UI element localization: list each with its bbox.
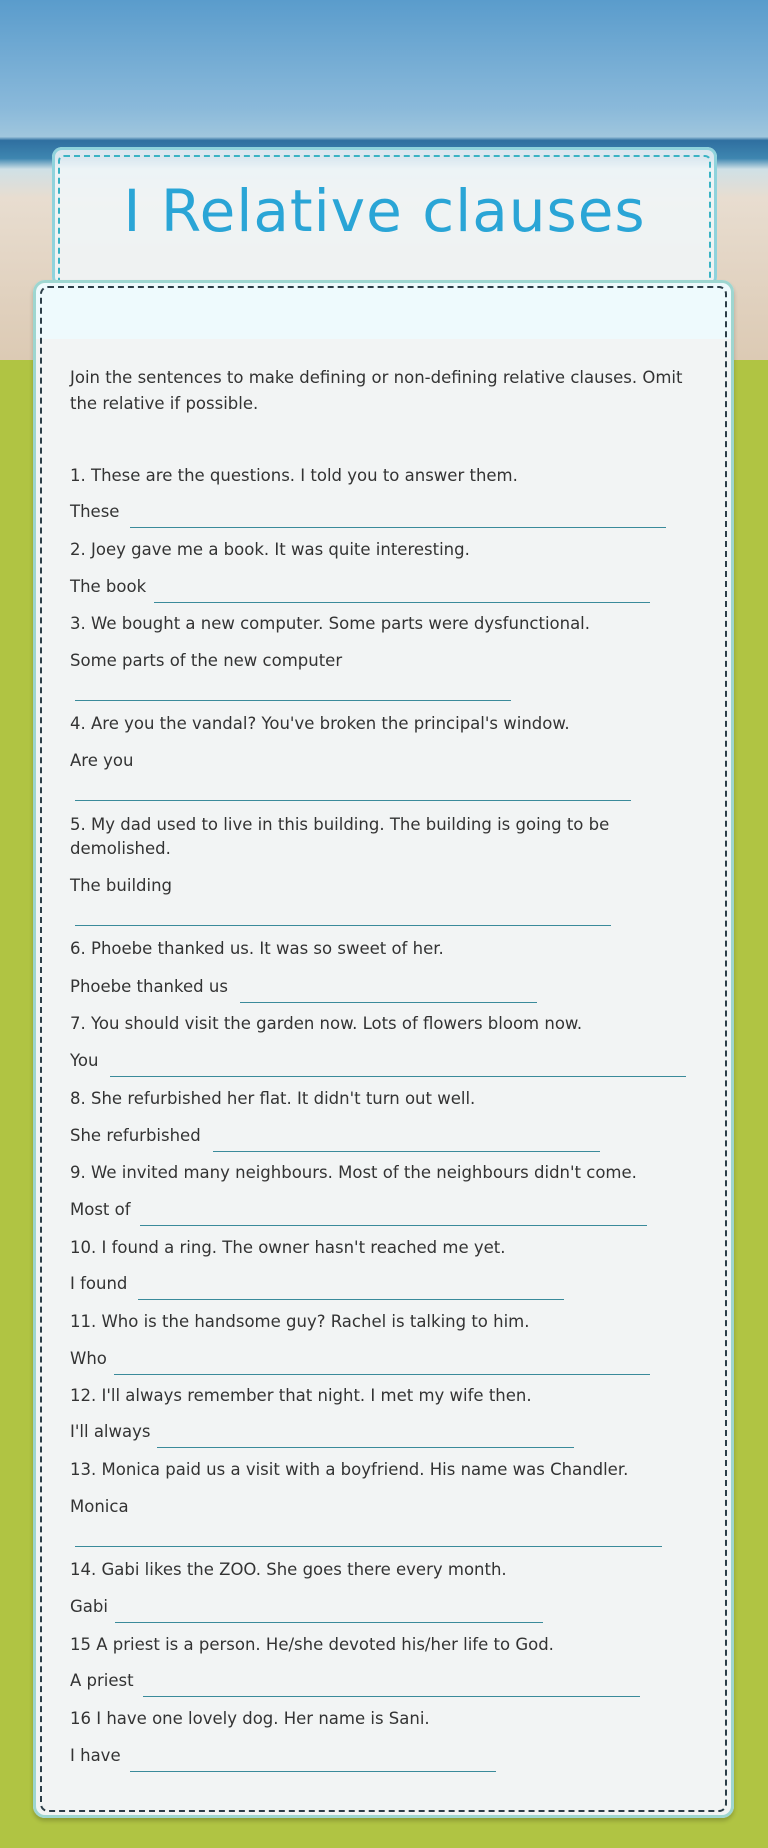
question-9: 9. We invited many neighbours. Most of the neighbours didn't come.	[70, 1163, 637, 1182]
answer-label-11: Who	[70, 1349, 107, 1368]
question-6: 6. Phoebe thanked us. It was so sweet of her.	[70, 939, 444, 958]
answer-label-8: She refurbished	[70, 1126, 201, 1145]
worksheet-card	[33, 280, 734, 1818]
answer-label-15: A priest	[70, 1671, 134, 1690]
answer-blank-14[interactable]	[115, 1622, 543, 1623]
answer-label-14: Gabi	[70, 1597, 108, 1616]
answer-blank-12[interactable]	[157, 1447, 574, 1448]
answer-label-3: Some parts of the new computer	[70, 651, 343, 670]
answer-blank-10[interactable]	[138, 1299, 564, 1300]
answer-label-16: I have	[70, 1746, 121, 1765]
answer-blank-11[interactable]	[114, 1374, 650, 1375]
question-16: 16 I have one lovely dog. Her name is Sani.	[70, 1709, 430, 1728]
answer-blank-9[interactable]	[140, 1225, 647, 1226]
page-title: I Relative clauses	[123, 177, 646, 245]
question-12: 12. I'll always remember that night. I met my wife then.	[70, 1386, 532, 1405]
answer-blank-16[interactable]	[130, 1771, 496, 1772]
question-10: 10. I found a ring. The owner hasn't reached me yet.	[70, 1238, 506, 1257]
question-14: 14. Gabi likes the ZOO. She goes there every month.	[70, 1560, 507, 1579]
instructions-line-2: the relative if possible.	[70, 394, 259, 413]
answer-label-2: The book	[70, 577, 147, 596]
answer-label-9: Most of	[70, 1200, 131, 1219]
answer-blank-4[interactable]	[75, 800, 631, 801]
question-4: 4. Are you the vandal? You've broken the principal's window.	[70, 714, 570, 733]
answer-label-10: I found	[70, 1274, 128, 1293]
question-3: 3. We bought a new computer. Some parts were dysfunctional.	[70, 614, 591, 633]
question-7: 7. You should visit the garden now. Lots of flowers bloom now.	[70, 1014, 583, 1033]
question-13: 13. Monica paid us a visit with a boyfriend. His name was Chandler.	[70, 1460, 629, 1479]
question-11: 11. Who is the handsome guy? Rachel is talking to him.	[70, 1312, 530, 1331]
answer-blank-7[interactable]	[110, 1076, 686, 1077]
question-15: 15 A priest is a person. He/she devoted his/her life to God.	[70, 1635, 554, 1654]
answer-label-6: Phoebe thanked us	[70, 977, 228, 996]
question-2: 2. Joey gave me a book. It was quite interesting.	[70, 540, 470, 559]
answer-blank-1[interactable]	[130, 527, 666, 528]
question-5: 5. My dad used to live in this building. The building is going to be	[70, 815, 610, 834]
question-5-cont: demolished.	[70, 839, 171, 858]
answer-blank-15[interactable]	[143, 1696, 640, 1697]
answer-label-5: The building	[70, 876, 173, 895]
question-8: 8. She refurbished her flat. It didn't turn out well.	[70, 1089, 476, 1108]
title-card	[52, 147, 717, 287]
answer-blank-2[interactable]	[154, 602, 650, 603]
card-border	[40, 286, 727, 1812]
question-1: 1. These are the questions. I told you to answer them.	[70, 466, 518, 485]
answer-blank-5[interactable]	[75, 925, 611, 926]
instructions-line-1: Join the sentences to make defining or non-defining relative clauses. Omit	[70, 368, 683, 387]
answer-blank-3[interactable]	[75, 700, 511, 701]
answer-label-12: I'll always	[70, 1422, 151, 1441]
answer-label-13: Monica	[70, 1497, 129, 1516]
answer-label-1: These	[70, 502, 120, 521]
answer-blank-8[interactable]	[213, 1151, 600, 1152]
answer-label-4: Are you	[70, 751, 134, 770]
answer-blank-13[interactable]	[75, 1546, 662, 1547]
answer-label-7: You	[70, 1051, 99, 1070]
answer-blank-6[interactable]	[240, 1002, 537, 1003]
